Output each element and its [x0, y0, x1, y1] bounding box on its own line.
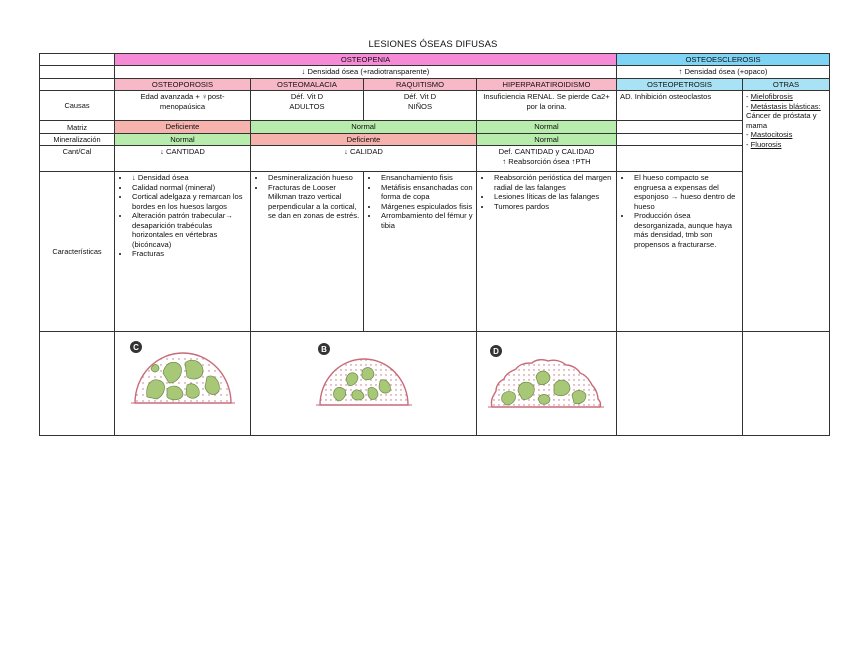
list-item: • Arrombamiento del fémur y tibia [379, 211, 473, 230]
caract-osteopetrosis [617, 172, 743, 332]
matriz-osteomalacia-raquitismo: Normal [251, 121, 477, 133]
row-label-cantcal: Cant/Cal [40, 146, 115, 172]
matriz-osteopetrosis [617, 121, 743, 133]
list-item: • Márgenes espiculados fisis [379, 202, 473, 211]
list-item: • Lesiones líticas de las falanges [492, 192, 613, 201]
list-item: • El hueso compacto se engruesa a expensas del esponjoso → hueso dentro de hueso [632, 173, 739, 211]
otras-item: - Metástasis blásticas: [746, 101, 821, 111]
col-header-osteopetrosis: OSTEOPETROSIS [617, 78, 743, 90]
cantcal-osteoporosis: ↓ CANTIDAD [115, 146, 251, 172]
causas-hiperparatiroidismo: Insuficiencia RENAL. Se pierde Ca2+ por la orina. [477, 91, 617, 121]
osteoesclerosis-subtitle: ↑ Densidad ósea (+opaco) [617, 66, 830, 78]
bone-section-osteoporosis-diagram [123, 333, 243, 421]
group-osteopenia: OSTEOPENIA [115, 54, 617, 66]
figure-osteoporosis-cell [115, 332, 251, 436]
cantcal-osteomalacia-raquitismo: ↓ CALIDAD [251, 146, 477, 172]
list-item: • Desmineralización hueso [266, 173, 360, 182]
figure-label-b: B [320, 345, 327, 355]
col-header-otras: OTRAS [743, 78, 830, 90]
list-item: • Tumores pardos [492, 202, 613, 211]
caract-osteomalacia [251, 172, 364, 332]
matriz-hiperparatiroidismo: Normal [477, 121, 617, 133]
mineralizacion-osteomalacia-raquitismo: Deficiente [251, 133, 477, 145]
col-header-raquitismo: RAQUITISMO [364, 78, 477, 90]
mineralizacion-hiperparatiroidismo: Normal [477, 133, 617, 145]
bone-section-osteomalacia-diagram [294, 333, 434, 421]
mineralizacion-osteopetrosis [617, 133, 743, 145]
causas-osteomalacia: Déf. Vit D ADULTOS [251, 91, 364, 121]
list-item: • Fracturas [130, 249, 247, 258]
otras-item: Cáncer de próstata y mama [746, 111, 817, 130]
list-item: • ↓ Densidad ósea [130, 173, 247, 182]
cantcal-hiperparatiroidismo [477, 146, 617, 172]
caract-osteoporosis [115, 172, 251, 332]
mineralizacion-osteoporosis: Normal [115, 133, 251, 145]
matriz-osteoporosis: Deficiente [115, 121, 251, 133]
bone-section-hiperparatiroidismo-diagram [482, 333, 612, 421]
otras-item: - Fluorosis [746, 139, 782, 149]
list-item: • Metáfisis ensanchadas con forma de copa [379, 183, 473, 202]
col-header-osteomalacia: OSTEOMALACIA [251, 78, 364, 90]
otras-item: - Mielofibrosis [746, 92, 793, 102]
causas-osteoporosis: Edad avanzada + ♀post-menopaúsica [115, 91, 251, 121]
list-item: • Fracturas de Looser Milkman trazo vertical perpendicular a la cortical, se dan en zonas de estrés. [266, 183, 360, 221]
row-label-mineralizacion: Mineralización [40, 133, 115, 145]
otras-item: - Mastocitosis [746, 130, 793, 140]
blank-cell [617, 332, 743, 436]
blank-cell [40, 66, 115, 78]
cantcal-osteopetrosis [617, 146, 743, 172]
cantcal-hiper-line2: ↑ Reabsorción ósea ↑PTH [502, 156, 591, 166]
figure-hiperparatiroidismo-cell [477, 332, 617, 436]
corner-cell [40, 54, 115, 66]
blank-cell [40, 332, 115, 436]
list-item: • Calidad normal (mineral) [130, 183, 247, 192]
list-item: • Producción ósea desorganizada, aunque haya más densidad, tmb son propensos a fracturarse. [632, 211, 739, 249]
row-label-caracteristicas: Características [40, 172, 115, 332]
caract-raquitismo [364, 172, 477, 332]
lesions-table [39, 53, 830, 436]
causas-raquitismo: Déf. Vit D NIÑOS [364, 91, 477, 121]
caract-hiperparatiroidismo [477, 172, 617, 332]
otras-cell [743, 91, 830, 332]
cantcal-hiper-line1: Def. CANTIDAD y CALIDAD [498, 147, 595, 157]
col-header-osteoporosis: OSTEOPOROSIS [115, 78, 251, 90]
group-osteoesclerosis: OSTEOESCLEROSIS [617, 54, 830, 66]
page-title: LESIONES ÓSEAS DIFUSAS [368, 39, 498, 50]
col-header-hiperparatiroidismo: HIPERPARATIROIDISMO [477, 78, 617, 90]
figure-label-d: D [492, 347, 499, 357]
blank-cell [40, 78, 115, 90]
causas-osteopetrosis: AD. Inhibición osteoclastos [617, 91, 743, 121]
figure-osteomalacia-cell [251, 332, 477, 436]
row-label-matriz: Matriz [40, 121, 115, 133]
list-item: • Ensanchamiento fisis [379, 173, 473, 182]
list-item: • Cortical adelgaza y remarcan los bordes en los huesos largos [130, 192, 247, 211]
figure-label-c: C [132, 343, 139, 353]
row-label-causas: Causas [40, 91, 115, 121]
blank-cell [743, 332, 830, 436]
list-item: • Alteración patrón trabecular→ desaparición trabéculas horizontales en vértebras (bicóncava) [130, 211, 247, 249]
osteopenia-subtitle: ↓ Densidad ósea (+radiotransparente) [115, 66, 617, 78]
list-item: • Reabsorción perióstica del margen radial de las falanges [492, 173, 613, 192]
